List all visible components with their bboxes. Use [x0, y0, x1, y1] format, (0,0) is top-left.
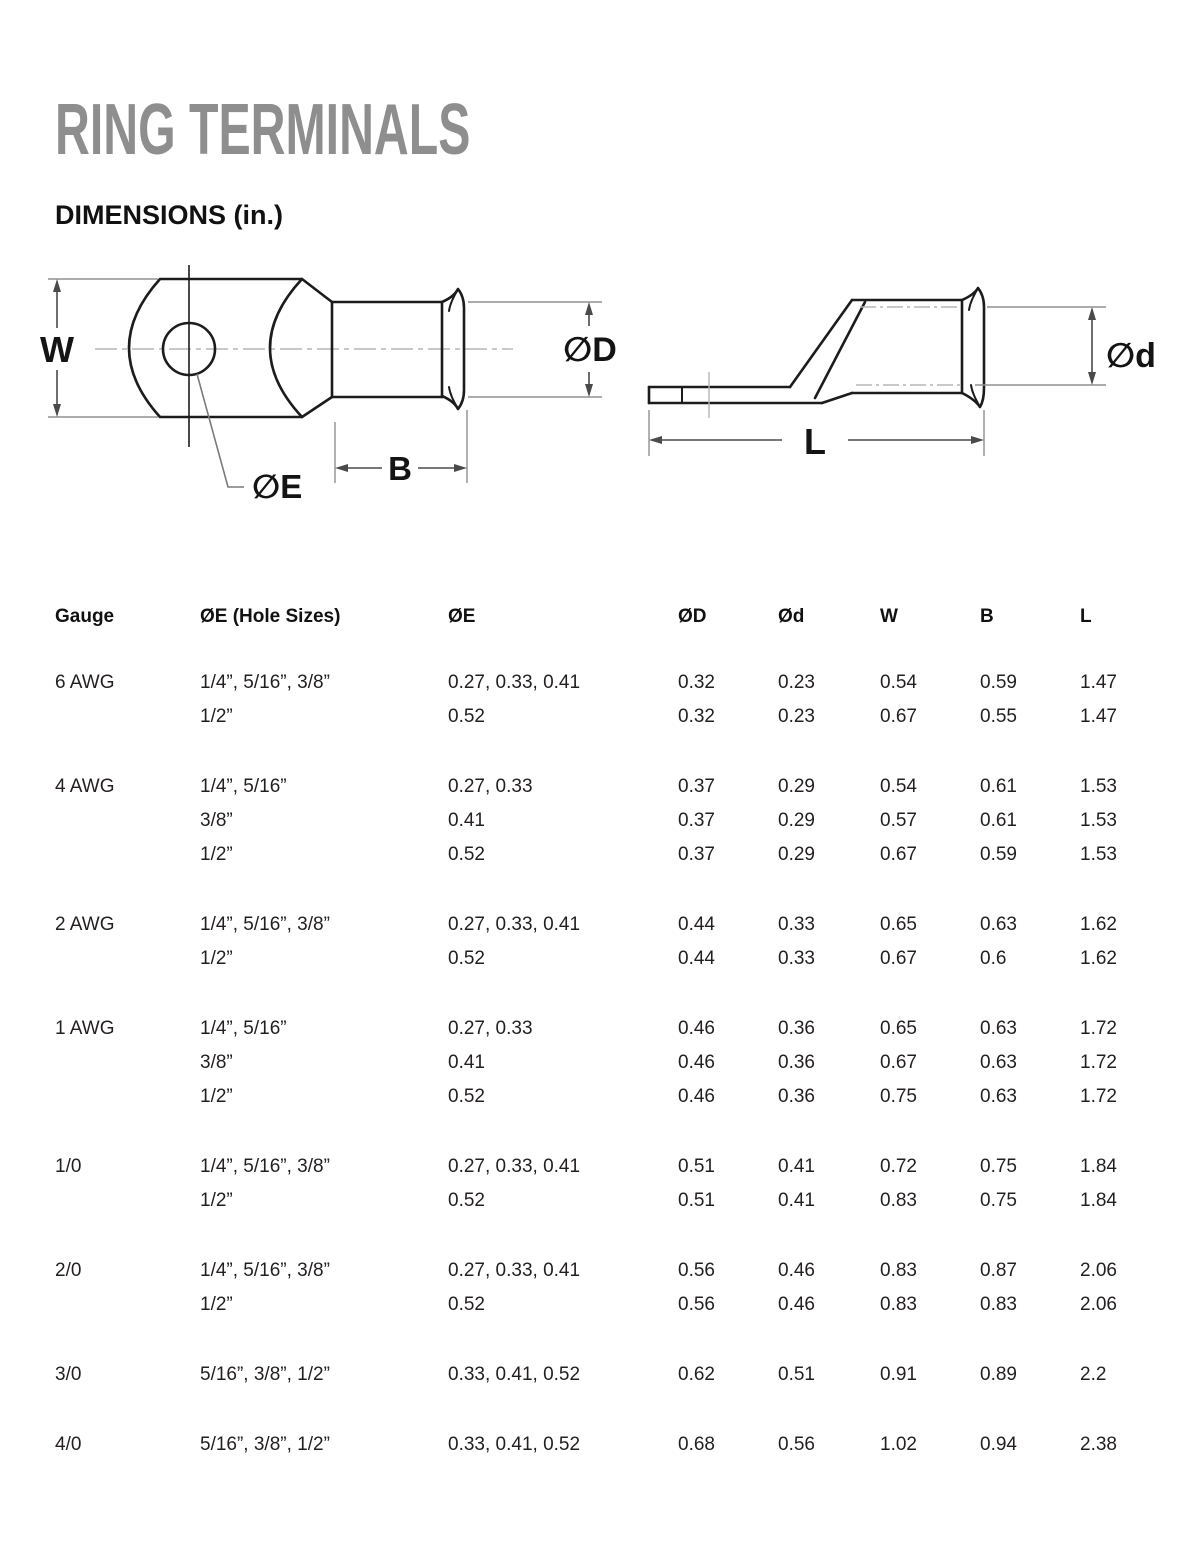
b-cell: 0.87: [980, 1260, 1017, 1281]
d-inner-cell: 0.46: [778, 1294, 815, 1315]
e-diameter-cell: 0.52: [448, 1190, 485, 1211]
ring-terminal-side-view-diagram: [630, 250, 1190, 510]
header-w: W: [880, 606, 898, 627]
l-cell: 1.84: [1080, 1190, 1117, 1211]
d-inner-cell: 0.23: [778, 672, 815, 693]
table-row: [55, 706, 1160, 728]
w-cell: 0.91: [880, 1364, 917, 1385]
b-cell: 0.61: [980, 776, 1017, 797]
table-row: [55, 672, 1160, 694]
ring-terminal-front-view-diagram: [30, 250, 617, 510]
d-outer-cell: 0.37: [678, 844, 715, 865]
hole-sizes-cell: 1/4”, 5/16”, 3/8”: [200, 1156, 330, 1177]
d-inner-cell: 0.36: [778, 1018, 815, 1039]
b-cell: 0.83: [980, 1294, 1017, 1315]
hole-sizes-cell: 1/4”, 5/16”, 3/8”: [200, 672, 330, 693]
d-outer-cell: 0.62: [678, 1364, 715, 1385]
gauge-cell: [55, 948, 200, 970]
hole-sizes-cell: 1/2”: [200, 706, 233, 727]
e-diameter-cell: 0.52: [448, 1294, 485, 1315]
gauge-cell: 4/0: [55, 1434, 82, 1455]
w-cell: 0.75: [880, 1086, 917, 1107]
l-cell: 2.38: [1080, 1434, 1117, 1455]
gauge-cell: 1 AWG: [55, 1018, 115, 1039]
table-row: [55, 1018, 1160, 1040]
e-diameter-cell: 0.41: [448, 810, 485, 831]
hole-diameter-label: ∅E: [252, 468, 303, 505]
gauge-cell: 2/0: [55, 1260, 82, 1281]
d-outer-cell: 0.37: [678, 810, 715, 831]
e-diameter-cell: 0.27, 0.33, 0.41: [448, 1260, 581, 1281]
gauge-cell: [55, 1190, 200, 1212]
e-diameter-cell: 0.27, 0.33, 0.41: [448, 1156, 581, 1177]
w-dimension-label: W: [40, 329, 74, 370]
w-cell: 0.54: [880, 672, 917, 693]
table-row: [55, 810, 1160, 832]
b-cell: 0.75: [980, 1156, 1017, 1177]
b-cell: 0.75: [980, 1190, 1017, 1211]
table-row: [55, 1434, 1160, 1456]
hole-sizes-cell: 1/2”: [200, 1086, 233, 1107]
gauge-cell: [55, 810, 200, 832]
b-cell: 0.63: [980, 914, 1017, 935]
d-outer-cell: 0.37: [678, 776, 715, 797]
l-cell: 2.06: [1080, 1260, 1117, 1281]
d-inner-cell: 0.41: [778, 1156, 815, 1177]
b-cell: 0.6: [980, 948, 1007, 969]
d-outer-cell: 0.32: [678, 706, 715, 727]
b-cell: 0.59: [980, 844, 1017, 865]
b-cell: 0.55: [980, 706, 1017, 727]
d-inner-cell: 0.29: [778, 844, 815, 865]
d-outer-cell: 0.46: [678, 1018, 715, 1039]
b-cell: 0.63: [980, 1086, 1017, 1107]
d-inner-cell: 0.36: [778, 1086, 815, 1107]
table-row: [55, 1190, 1160, 1212]
d-outer-cell: 0.32: [678, 672, 715, 693]
table-row: [55, 1052, 1160, 1074]
header-b: B: [980, 606, 994, 627]
header-e-diameter: ØE: [448, 606, 476, 627]
hole-sizes-cell: 1/2”: [200, 1190, 233, 1211]
page-title: RING TERMINALS: [55, 89, 471, 171]
e-diameter-cell: 0.52: [448, 844, 485, 865]
e-diameter-cell: 0.27, 0.33, 0.41: [448, 672, 581, 693]
header-d-outer: ØD: [678, 606, 707, 627]
table-row: [55, 1294, 1160, 1316]
hole-sizes-cell: 3/8”: [200, 1052, 233, 1073]
e-diameter-cell: 0.52: [448, 1086, 485, 1107]
gauge-cell: [55, 1052, 200, 1074]
barrel-inner-diameter-label: ∅d: [1106, 337, 1156, 375]
l-cell: 1.72: [1080, 1018, 1117, 1039]
hole-sizes-cell: 5/16”, 3/8”, 1/2”: [200, 1364, 330, 1385]
table-row: [55, 1156, 1160, 1178]
table-row: [55, 914, 1160, 936]
gauge-cell: 1/0: [55, 1156, 82, 1177]
hole-sizes-cell: 5/16”, 3/8”, 1/2”: [200, 1434, 330, 1455]
l-cell: 1.84: [1080, 1156, 1117, 1177]
dimension-table-header: [55, 606, 1160, 628]
gauge-cell: 6 AWG: [55, 672, 115, 693]
b-cell: 0.61: [980, 810, 1017, 831]
gauge-cell: 3/0: [55, 1364, 82, 1385]
d-outer-cell: 0.44: [678, 914, 715, 935]
table-row: [55, 948, 1160, 970]
d-outer-cell: 0.46: [678, 1086, 715, 1107]
l-cell: 1.47: [1080, 672, 1117, 693]
b-dimension-label: B: [388, 450, 412, 487]
gauge-cell: [55, 1086, 200, 1108]
d-outer-cell: 0.44: [678, 948, 715, 969]
d-outer-cell: 0.46: [678, 1052, 715, 1073]
w-cell: 0.65: [880, 1018, 917, 1039]
gauge-cell: [55, 1294, 200, 1316]
d-inner-cell: 0.56: [778, 1434, 815, 1455]
d-inner-cell: 0.46: [778, 1260, 815, 1281]
w-cell: 0.67: [880, 844, 917, 865]
l-cell: 1.72: [1080, 1086, 1117, 1107]
l-cell: 1.53: [1080, 776, 1117, 797]
hole-sizes-cell: 1/4”, 5/16”: [200, 776, 287, 797]
header-d-inner: Ød: [778, 606, 805, 627]
l-cell: 1.47: [1080, 706, 1117, 727]
l-cell: 2.06: [1080, 1294, 1117, 1315]
table-row: [55, 1086, 1160, 1108]
overall-length-label: L: [804, 421, 826, 462]
hole-sizes-cell: 1/4”, 5/16”, 3/8”: [200, 914, 330, 935]
d-outer-cell: 0.56: [678, 1294, 715, 1315]
e-diameter-cell: 0.33, 0.41, 0.52: [448, 1434, 581, 1455]
l-cell: 1.62: [1080, 948, 1117, 969]
w-cell: 0.57: [880, 810, 917, 831]
w-cell: 0.72: [880, 1156, 917, 1177]
table-row: [55, 776, 1160, 798]
w-cell: 0.67: [880, 706, 917, 727]
d-outer-cell: 0.56: [678, 1260, 715, 1281]
hole-sizes-cell: 1/2”: [200, 1294, 233, 1315]
l-cell: 2.2: [1080, 1364, 1107, 1385]
gauge-cell: 2 AWG: [55, 914, 115, 935]
w-cell: 0.65: [880, 914, 917, 935]
l-cell: 1.53: [1080, 810, 1117, 831]
d-outer-cell: 0.51: [678, 1156, 715, 1177]
b-cell: 0.89: [980, 1364, 1017, 1385]
l-cell: 1.72: [1080, 1052, 1117, 1073]
e-diameter-cell: 0.52: [448, 706, 485, 727]
b-cell: 0.63: [980, 1052, 1017, 1073]
d-inner-cell: 0.51: [778, 1364, 815, 1385]
d-inner-cell: 0.29: [778, 810, 815, 831]
l-cell: 1.62: [1080, 914, 1117, 935]
w-cell: 0.83: [880, 1294, 917, 1315]
gauge-cell: [55, 844, 200, 866]
w-cell: 0.67: [880, 948, 917, 969]
d-inner-cell: 0.33: [778, 948, 815, 969]
dimensions-heading: DIMENSIONS (in.): [55, 200, 283, 230]
w-cell: 0.67: [880, 1052, 917, 1073]
e-diameter-cell: 0.27, 0.33, 0.41: [448, 914, 581, 935]
d-inner-cell: 0.33: [778, 914, 815, 935]
hole-sizes-cell: 1/4”, 5/16”: [200, 1018, 287, 1039]
header-l: L: [1080, 606, 1092, 627]
header-hole-sizes: ØE (Hole Sizes): [200, 606, 341, 627]
d-outer-cell: 0.68: [678, 1434, 715, 1455]
b-cell: 0.94: [980, 1434, 1017, 1455]
w-cell: 0.83: [880, 1190, 917, 1211]
gauge-cell: [55, 706, 200, 728]
d-inner-cell: 0.41: [778, 1190, 815, 1211]
b-cell: 0.63: [980, 1018, 1017, 1039]
barrel-outer-diameter-label: ∅D: [563, 331, 617, 369]
e-diameter-cell: 0.27, 0.33: [448, 1018, 533, 1039]
d-inner-cell: 0.23: [778, 706, 815, 727]
e-diameter-cell: 0.41: [448, 1052, 485, 1073]
d-outer-cell: 0.51: [678, 1190, 715, 1211]
e-diameter-cell: 0.52: [448, 948, 485, 969]
w-cell: 0.54: [880, 776, 917, 797]
d-inner-cell: 0.36: [778, 1052, 815, 1073]
hole-sizes-cell: 1/2”: [200, 844, 233, 865]
e-diameter-cell: 0.33, 0.41, 0.52: [448, 1364, 581, 1385]
header-gauge: Gauge: [55, 606, 115, 627]
w-cell: 0.83: [880, 1260, 917, 1281]
e-diameter-cell: 0.27, 0.33: [448, 776, 533, 797]
w-cell: 1.02: [880, 1434, 917, 1455]
hole-sizes-cell: 3/8”: [200, 810, 233, 831]
table-row: [55, 844, 1160, 866]
b-cell: 0.59: [980, 672, 1017, 693]
l-cell: 1.53: [1080, 844, 1117, 865]
gauge-cell: 4 AWG: [55, 776, 115, 797]
hole-sizes-cell: 1/4”, 5/16”, 3/8”: [200, 1260, 330, 1281]
table-row: [55, 1364, 1160, 1386]
hole-sizes-cell: 1/2”: [200, 948, 233, 969]
table-row: [55, 1260, 1160, 1282]
d-inner-cell: 0.29: [778, 776, 815, 797]
